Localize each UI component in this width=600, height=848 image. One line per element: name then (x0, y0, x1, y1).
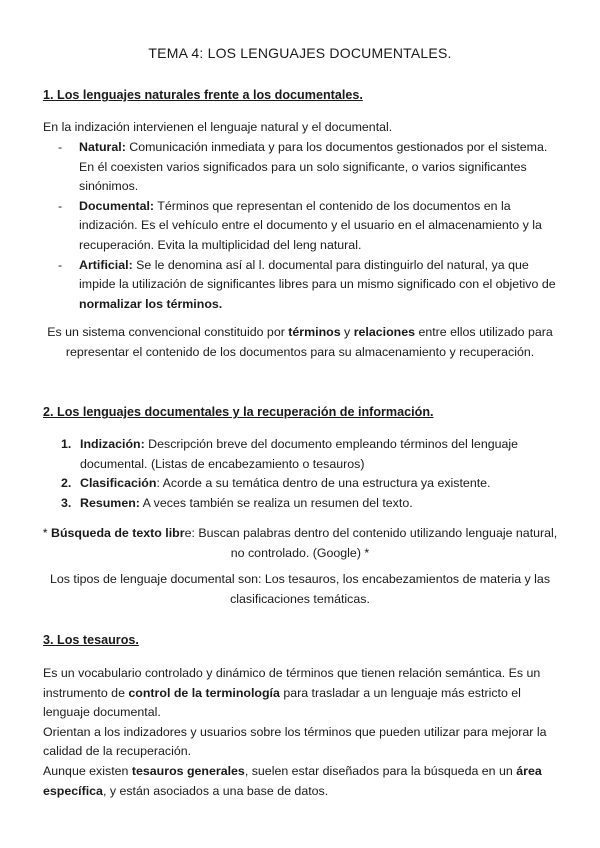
section-2-heading: 2. Los lenguajes documentales y la recuperación de información. (43, 405, 434, 419)
section-1-intro: En la indización intervienen el lenguaje natural y el documental. (43, 120, 393, 134)
section-3-paragraph-2: Orientan a los indizadores y usuarios sobre los términos que pueden utilizar para mejorar la calidad de la recuperación. (43, 724, 547, 759)
term-indizacion: Indización: (80, 437, 145, 451)
term-natural: Natural: (79, 140, 126, 154)
list-item-resumen: 3. Resumen: A veces también se realiza un resumen del texto. (61, 494, 551, 514)
list-item-natural (58, 138, 558, 197)
free-text-search-note: * Búsqueda de texto libre: Buscan palabras dentro del contenido utilizando lenguaje natural, no controlado. (Google) * (42, 526, 558, 560)
emphasis-relaciones: relaciones (353, 325, 416, 339)
term-busqueda-texto-libre: Búsqueda de texto libr (51, 526, 185, 540)
list-number: 2. (61, 476, 72, 491)
list-item-indizacion: 1. Indización: Descripción breve del documento empleando términos del lenguaje documental. (Listas de encabezamiento o tesauros) (61, 435, 551, 474)
definition-documental: Términos que representan el contenido de los documentos en la indización. Es el vehículo entre el documento y el usuario en el almacenamiento y la recuperación. Evita la multiplicidad del leng natural. (79, 198, 542, 252)
term-clasificacion: Clasificación (80, 476, 157, 491)
emphasis-normalizar: normalizar los términos. (79, 296, 223, 311)
section-1-list (58, 138, 558, 314)
term-artificial: Artificial: (79, 257, 133, 272)
section-3-paragraph-1: Es un vocabulario controlado y dinámico de términos que tienen relación semántica. Es un instrumento de control de la terminología para trasladar a un lenguaje más estricto el lenguaje documental. (43, 666, 541, 720)
list-number: 1. (61, 437, 72, 451)
section-3-paragraph-3: Aunque existen tesauros generales, suelen estar diseñados para la búsqueda en un área específica, y están asociados a una base de datos. (43, 763, 542, 798)
term-documental: Documental: (79, 198, 155, 213)
emphasis-terminos: términos (288, 325, 341, 339)
section-1-heading: 1. Los lenguajes naturales frente a los documentales. (43, 88, 363, 102)
definition-natural: Comunicación inmediata y para los documentos gestionados por el sistema. En él coexisten varios significados para un solo significante, o varios significantes sinónimos. (79, 140, 548, 194)
emphasis-area-especifica: área específica (43, 763, 542, 798)
section-1-definition: Es un sistema convencional constituido por términos y relaciones entre ellos utilizado para representar el contenido de los documentos para su almacenamiento y recuperación. (47, 325, 553, 359)
list-marker: - (58, 198, 63, 213)
list-item-artificial (58, 256, 558, 315)
section-2-list (61, 435, 551, 513)
emphasis-tesauros-generales: tesauros generales (131, 763, 245, 778)
list-number: 3. (61, 495, 72, 510)
list-item-documental (58, 197, 558, 256)
section-3-body (43, 664, 563, 801)
document-language-types: Los tipos de lenguaje documental son: Los tesauros, los encabezamientos de materia y las clasificaciones temáticas. (49, 572, 551, 606)
list-item-clasificacion: 2. Clasificación: Acorde a su temática dentro de una estructura ya existente. (61, 474, 551, 494)
emphasis-control-terminologia: control de la terminología (128, 685, 280, 700)
term-resumen: Resumen: (80, 495, 140, 510)
list-marker: - (58, 140, 63, 154)
definition-artificial: Se le denomina así al l. documental para distinguirlo del natural, ya que impide la utilización de significantes libres para un mismo significado con el objetivo de (79, 257, 556, 292)
list-marker: - (58, 257, 63, 272)
section-3-heading: 3. Los tesauros. (43, 633, 139, 647)
page-title: TEMA 4: LOS LENGUAJES DOCUMENTALES. (148, 45, 452, 61)
